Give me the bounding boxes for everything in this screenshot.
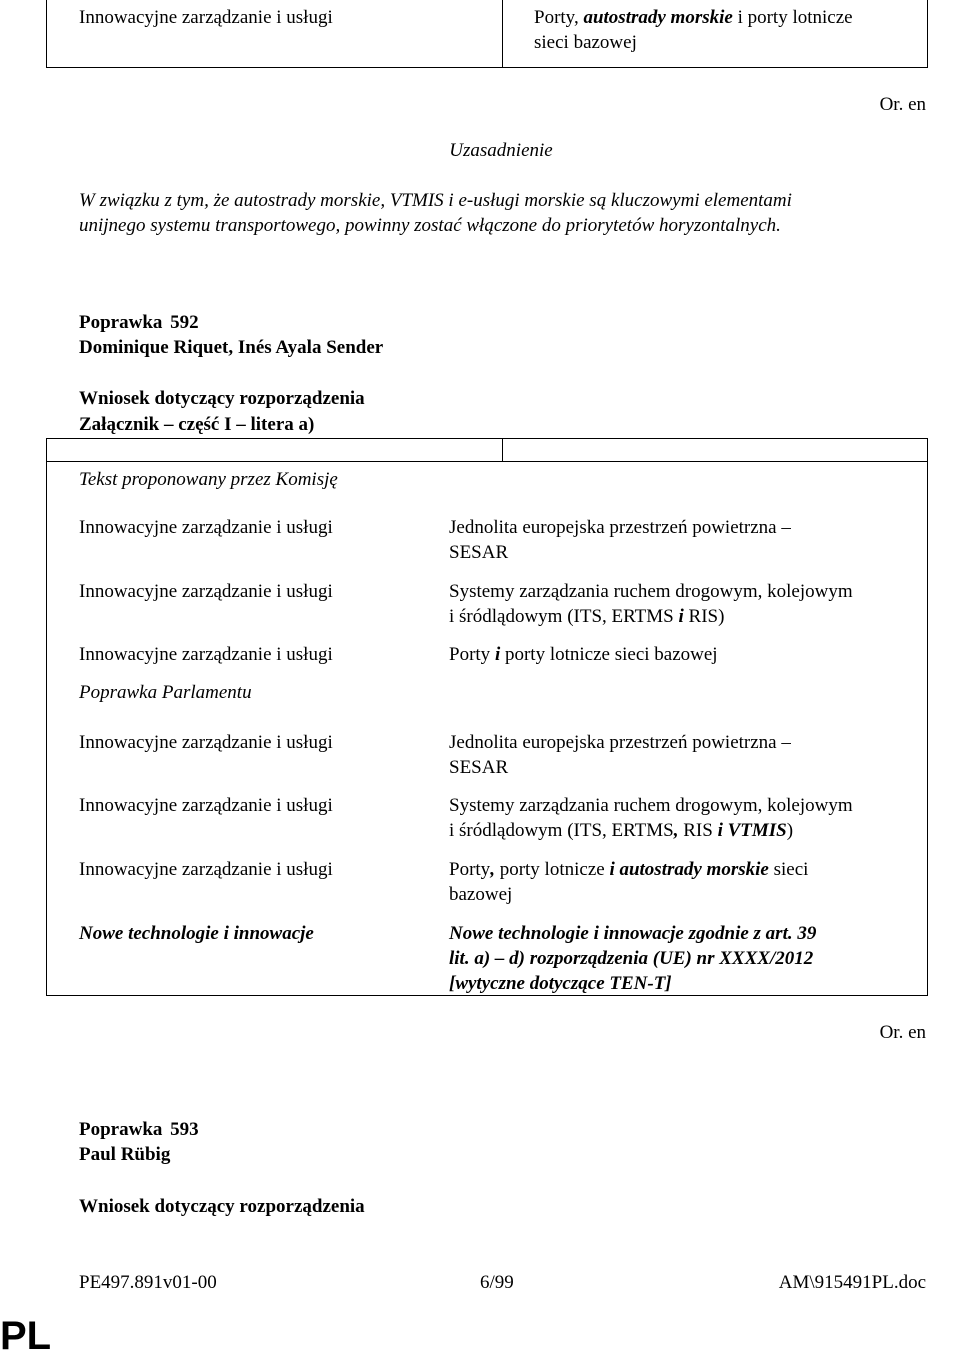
top-right-text-a: Porty,: [534, 7, 584, 28]
amendment-593-author: Paul Rübig: [79, 1144, 171, 1165]
parliament-row-2-line-2e: ): [786, 820, 794, 841]
parliament-row-3-line-2: bazowej: [449, 884, 513, 905]
innovation-right-line-3: [wytyczne dotyczące TEN-T]: [449, 973, 672, 994]
parliament-row-3-a: Porty: [449, 859, 491, 880]
commission-row-2-line-2a: i śródlądowym (ITS, ERTMS: [449, 606, 679, 627]
amendment-592-proposal: Wniosek dotyczący rozporządzenia: [79, 388, 365, 409]
parliament-row-2-text: [449, 793, 919, 843]
parliament-row-1-label: Innowacyjne zarządzanie i usługi: [79, 732, 333, 753]
comparison-table: [46, 438, 928, 996]
justification-title: Uzasadnienie: [449, 140, 553, 161]
commission-row-1-label: Innowacyjne zarządzanie i usługi: [79, 517, 333, 538]
parliament-row-2-line-2a: i śródlądowym (ITS, ERTMS: [449, 820, 674, 841]
parliament-row-2-label: Innowacyjne zarządzanie i usługi: [79, 795, 333, 816]
top-table: [46, 0, 928, 68]
innovation-right-line-1: Nowe technologie i innowacje zgodnie z art. 39: [449, 923, 817, 944]
amendment-593-proposal: Wniosek dotyczący rozporządzenia: [79, 1196, 365, 1217]
top-right-text-b: autostrady morskie: [583, 7, 733, 28]
parliament-row-1-text: [449, 730, 919, 780]
justification-line-2: unijnego systemu transportowego, powinny zostać włączone do priorytetów horyzontalnych.: [79, 215, 781, 236]
innovation-left: Nowe technologie i innowacje: [79, 923, 314, 944]
amendment-592-reference: Załącznik – część I – litera a): [79, 414, 315, 435]
comparison-header-rule: [47, 461, 927, 462]
top-table-right-cell: [534, 5, 924, 55]
parliament-row-3-e: sieci: [768, 859, 809, 880]
top-table-left-cell: Innowacyjne zarządzanie i usługi: [79, 7, 333, 28]
footer-language-tag: PL: [0, 1314, 52, 1358]
parliament-row-2-line-1: Systemy zarządzania ruchem drogowym, kolejowym: [449, 795, 853, 816]
commission-row-1-line-2: SESAR: [449, 542, 509, 563]
commission-header: Tekst proponowany przez Komisję: [79, 469, 338, 490]
commission-row-3-a: Porty: [449, 644, 495, 665]
top-right-text-line2: sieci bazowej: [534, 32, 637, 53]
parliament-row-1-line-1: Jednolita europejska przestrzeń powietrzna –: [449, 732, 791, 753]
amendment-593-number: Poprawka 593: [79, 1119, 199, 1140]
innovation-right: [449, 921, 919, 996]
parliament-row-3-d: i autostrady morskie: [609, 859, 769, 880]
parliament-row-2-line-2d: i VTMIS: [717, 820, 787, 841]
commission-row-3-b: i: [494, 644, 501, 665]
commission-row-3-c: porty lotnicze sieci bazowej: [500, 644, 718, 665]
commission-row-2-line-2c: RIS): [683, 606, 725, 627]
parliament-row-2-line-2b: ,: [673, 820, 679, 841]
lang-note: Or. en: [879, 94, 926, 115]
commission-row-3-label: Innowacyjne zarządzanie i usługi: [79, 644, 333, 665]
commission-row-1-line-1: Jednolita europejska przestrzeń powietrzna –: [449, 517, 791, 538]
amendment-592-authors: Dominique Riquet, Inés Ayala Sender: [79, 337, 384, 358]
top-table-divider: [502, 0, 503, 67]
commission-row-1-text: [449, 515, 919, 565]
justification-line-1: W związku z tym, że autostrady morskie, VTMIS i e-usługi morskie są kluczowymi elementami: [79, 190, 792, 211]
top-right-text-c: i porty lotnicze: [732, 7, 853, 28]
innovation-right-line-2: lit. a) – d) rozporządzenia (UE) nr XXXX/2012: [449, 948, 814, 969]
parliament-row-1-line-2: SESAR: [449, 757, 509, 778]
parliament-row-3-text: [449, 857, 919, 907]
commission-row-2-text: [449, 579, 919, 629]
commission-row-2-line-2b: i: [678, 606, 684, 627]
commission-row-2-line-1: Systemy zarządzania ruchem drogowym, kolejowym: [449, 581, 853, 602]
footer-reference: PE497.891v01-00: [79, 1272, 217, 1293]
parliament-row-3-b: ,: [490, 859, 495, 880]
commission-row-3-text: [449, 642, 919, 667]
justification-text: [79, 188, 939, 238]
footer-page-number: 6/99: [480, 1272, 514, 1293]
lang-note-2: Or. en: [879, 1022, 926, 1043]
parliament-header: Poprawka Parlamentu: [79, 682, 252, 703]
parliament-row-3-c: porty lotnicze: [494, 859, 610, 880]
commission-row-2-label: Innowacyjne zarządzanie i usługi: [79, 581, 333, 602]
footer-document-id: AM\915491PL.doc: [778, 1272, 926, 1293]
parliament-row-2-line-2c: RIS: [678, 820, 718, 841]
comparison-header-divider: [502, 439, 503, 461]
parliament-row-3-label: Innowacyjne zarządzanie i usługi: [79, 859, 333, 880]
amendment-592-number: Poprawka 592: [79, 312, 199, 333]
